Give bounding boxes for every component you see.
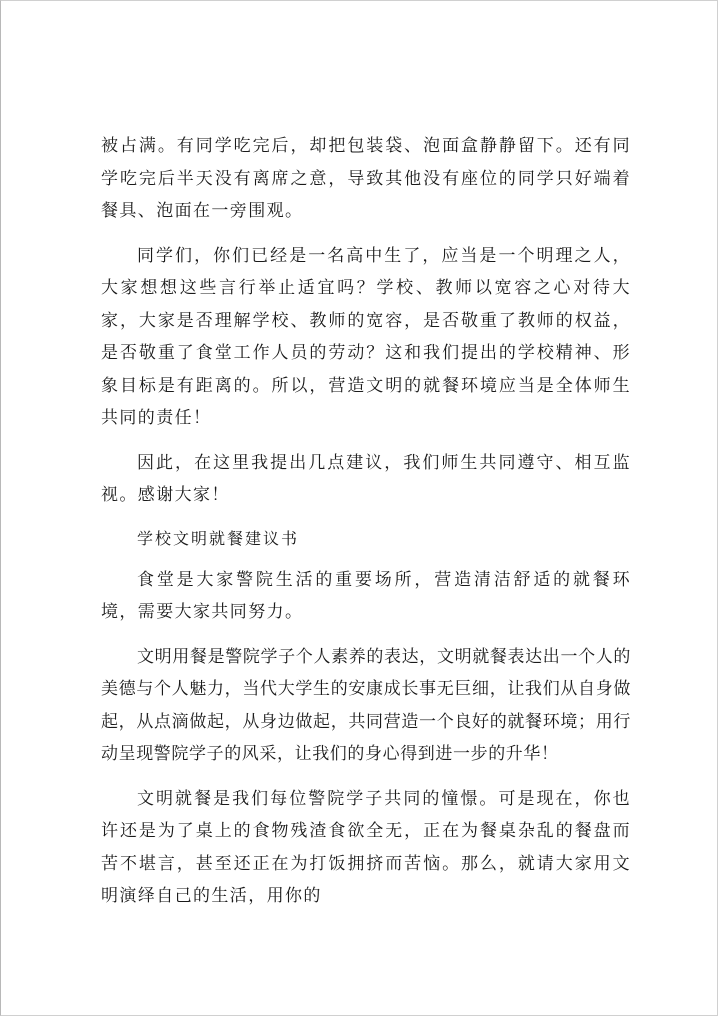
document-body bbox=[101, 130, 631, 925]
paragraph-suggestion-intro: 因此，在这里我提出几点建议，我们师生共同遵守、相互监视。感谢大家！ bbox=[101, 452, 631, 505]
paragraph-reflection: 同学们，你们已经是一名高中生了，应当是一个明理之人，大家想想这些言行举止适宜吗？学校、教师以宽容之心对待大家，大家是否理解学校、教师的宽容，是否敬重了教师的权益，是否敬重了食堂工作人员的劳动？这和我们提出的学校精神、形象目标是有距离的。所以，营造文明的就餐环境应当是全体师生共同的责任！ bbox=[101, 245, 631, 428]
paragraph-aspiration: 文明就餐是我们每位警院学子共同的憧憬。可是现在，你也许还是为了桌上的食物残渣食欲全无，正在为餐桌杂乱的餐盘而苦不堪言，甚至还正在为打饭拥挤而苦恼。那么，就请大家用文明演绎自己的生活，用你的 bbox=[101, 788, 631, 906]
section-heading: 学校文明就餐建议书 bbox=[137, 528, 300, 548]
paragraph-continuation: 被占满。有同学吃完后，却把包装袋、泡面盒静静留下。还有同学吃完后半天没有离席之意，导致其他没有座位的同学只好端着餐具、泡面在一旁围观。 bbox=[101, 136, 631, 221]
paragraph-civilized-dining: 文明用餐是警院学子个人素养的表达，文明就餐表达出一个人的美德与个人魅力，当代大学生的安康成长事无巨细，让我们从自身做起，从点滴做起，从身边做起，共同营造一个良好的就餐环境；用行动呈现警院学子的风采，让我们的身心得到进一步的升华！ bbox=[101, 646, 631, 764]
paragraph-canteen: 食堂是大家警院生活的重要场所，营造清洁舒适的就餐环境，需要大家共同努力。 bbox=[101, 569, 631, 622]
